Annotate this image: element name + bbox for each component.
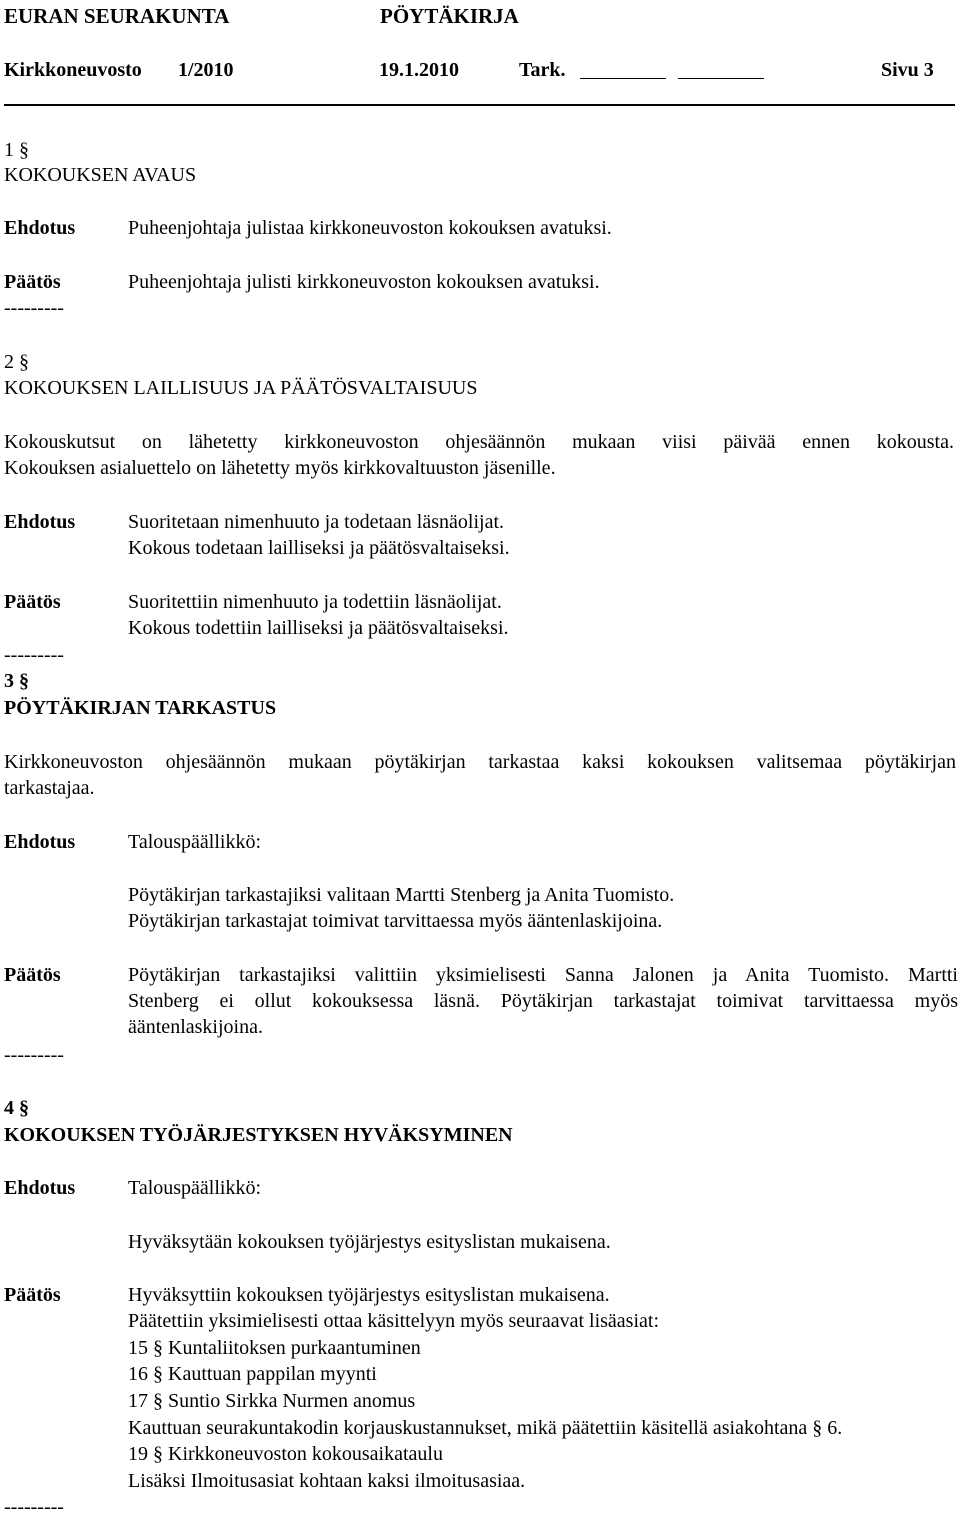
section-2-number: 2 §	[4, 351, 29, 373]
header-rule	[4, 104, 955, 106]
section-2-title: KOKOUKSEN LAILLISUUS JA PÄÄTÖSVALTAISUUS	[4, 377, 478, 399]
section-2-paatos-line: Kokous todettiin lailliseksi ja päätösvaltaiseksi.	[128, 617, 509, 639]
section-4-title: KOKOUKSEN TYÖJÄRJESTYKSEN HYVÄKSYMINEN	[4, 1124, 513, 1146]
section-3-title: PÖYTÄKIRJAN TARKASTUS	[4, 697, 277, 719]
tark-signature-line-2	[678, 62, 764, 79]
section-2-intro-line: Kokouksen asialuettelo on lähetetty myös kirkkovaltuuston jäsenille.	[4, 457, 556, 479]
section-separator: ---------	[4, 297, 64, 319]
section-2-paatos-label: Päätös	[4, 591, 61, 613]
section-4-number: 4 §	[4, 1097, 29, 1119]
section-1-ehdotus-label: Ehdotus	[4, 217, 76, 239]
section-3-paatos-label: Päätös	[4, 964, 61, 986]
document-type: PÖYTÄKIRJA	[380, 4, 519, 28]
section-1-paatos-label: Päätös	[4, 271, 61, 293]
tark-label: Tark.	[519, 59, 566, 81]
section-2-intro-line: Kokouskutsut on lähetetty kirkkoneuvoston ohjesäännön mukaan viisi päivää ennen kokousta.	[4, 431, 954, 453]
section-3-ehdotus-line: Pöytäkirjan tarkastajat toimivat tarvittaessa myös ääntenlaskijoina.	[128, 910, 663, 932]
section-4-paatos-line: Päätettiin yksimielisesti ottaa käsittelyyn myös seuraavat lisäasiat:	[128, 1310, 659, 1332]
section-4-paatos-line: 19 § Kirkkoneuvoston kokousaikataulu	[128, 1443, 443, 1465]
section-1-number: 1 §	[4, 139, 29, 161]
section-4-ehdotus-by: Talouspäällikkö:	[128, 1177, 262, 1199]
section-3-number: 3 §	[4, 670, 29, 692]
section-3-paatos-line: Pöytäkirjan tarkastajiksi valittiin yksimielisesti Sanna Jalonen ja Anita Tuomisto. Martti	[128, 964, 958, 986]
section-3-ehdotus-line: Pöytäkirjan tarkastajiksi valitaan Martti Stenberg ja Anita Tuomisto.	[128, 884, 675, 906]
section-separator: ---------	[4, 1044, 64, 1066]
page-number: Sivu 3	[881, 59, 934, 81]
section-2-ehdotus-label: Ehdotus	[4, 511, 76, 533]
section-4-paatos-line: 15 § Kuntaliitoksen purkaantuminen	[128, 1337, 421, 1359]
section-3-intro-line: tarkastajaa.	[4, 777, 95, 799]
section-3-ehdotus-label: Ehdotus	[4, 831, 76, 853]
section-2-ehdotus-line: Kokous todetaan lailliseksi ja päätösvaltaiseksi.	[128, 537, 510, 559]
section-1-ehdotus-text: Puheenjohtaja julistaa kirkkoneuvoston kokouksen avatuksi.	[128, 217, 612, 239]
section-4-paatos-label: Päätös	[4, 1284, 61, 1306]
section-4-paatos-line: Lisäksi Ilmoitusasiat kohtaan kaksi ilmoitusasiaa.	[128, 1470, 526, 1492]
section-2-paatos-line: Suoritettiin nimenhuuto ja todettiin läsnäolijat.	[128, 591, 502, 613]
meeting-date: 19.1.2010	[379, 59, 459, 81]
section-4-paatos-line: Kauttuan seurakuntakodin korjauskustannukset, mikä päätettiin käsitellä asiakohtana § 6.	[128, 1417, 843, 1439]
section-4-paatos-line: Hyväksyttiin kokouksen työjärjestys esityslistan mukaisena.	[128, 1284, 610, 1306]
section-3-paatos-line: Stenberg ei ollut kokouksessa läsnä. Pöytäkirjan tarkastajat toimivat tarvittaessa myös	[128, 990, 958, 1012]
section-1-paatos-text: Puheenjohtaja julisti kirkkoneuvoston kokouksen avatuksi.	[128, 271, 600, 293]
section-1-title: KOKOUKSEN AVAUS	[4, 164, 197, 186]
section-3-intro-line: Kirkkoneuvoston ohjesäännön mukaan pöytäkirjan tarkastaa kaksi kokouksen valitsemaa pöytäkirjan	[4, 751, 956, 773]
section-3-ehdotus-by: Talouspäällikkö:	[128, 831, 262, 853]
section-separator: ---------	[4, 1496, 64, 1518]
section-4-paatos-line: 17 § Suntio Sirkka Nurmen anomus	[128, 1390, 416, 1412]
tark-signature-line-1	[580, 62, 666, 79]
section-4-ehdotus-text: Hyväksytään kokouksen työjärjestys esityslistan mukaisena.	[128, 1231, 611, 1253]
meeting-body: Kirkkoneuvosto	[4, 59, 142, 81]
section-4-paatos-line: 16 § Kauttuan pappilan myynti	[128, 1363, 377, 1385]
section-separator: ---------	[4, 644, 64, 666]
org-name: EURAN SEURAKUNTA	[4, 4, 230, 28]
meeting-number: 1/2010	[178, 59, 234, 81]
section-3-paatos-line: ääntenlaskijoina.	[128, 1016, 263, 1038]
section-2-ehdotus-line: Suoritetaan nimenhuuto ja todetaan läsnäolijat.	[128, 511, 505, 533]
section-4-ehdotus-label: Ehdotus	[4, 1177, 76, 1199]
